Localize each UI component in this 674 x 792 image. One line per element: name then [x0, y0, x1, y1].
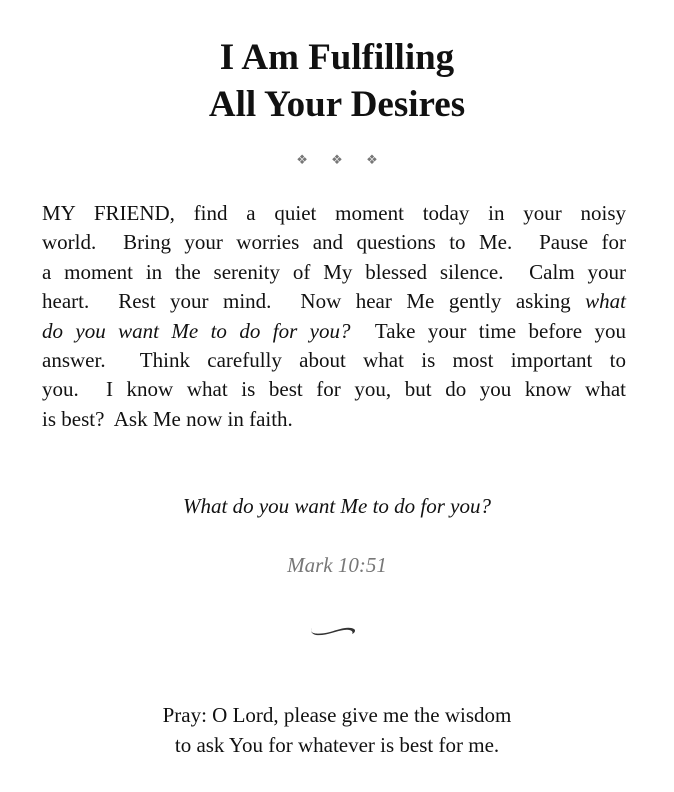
- body-text: Take your time before you: [350, 318, 626, 343]
- body-text: answer. Think carefully about what is most important to: [42, 348, 626, 373]
- body-text: MY FRIEND, find a quiet moment today in your noisy: [42, 201, 626, 225]
- page-title: [0, 34, 674, 128]
- body-line: [42, 228, 626, 257]
- body-line: [42, 405, 626, 434]
- body-line: [42, 317, 626, 346]
- body-text: a moment in the serenity of My blessed silence. Calm your: [42, 259, 626, 284]
- body-line: [42, 258, 626, 287]
- italic-text: what: [585, 289, 626, 314]
- diamond-ornament-icon: ❖: [296, 152, 308, 167]
- title-line: I Am Fulfilling: [219, 37, 455, 78]
- ornament-divider: [0, 152, 674, 168]
- scripture-reference: Mark 10:51: [287, 553, 387, 577]
- diamond-ornament-icon: ❖: [366, 152, 378, 167]
- body-line: [42, 287, 626, 316]
- body-text: you. I know what is best for you, but do you know what: [42, 377, 626, 402]
- body-line: [42, 199, 626, 228]
- swash-ornament-icon: [308, 620, 358, 640]
- scripture-quote: What do you want Me to do for you?: [183, 494, 491, 518]
- title-line: All Your Desires: [208, 84, 466, 125]
- italic-text: do you want Me to do for you?: [42, 318, 351, 343]
- prayer-line: Pray: O Lord, please give me the wisdom: [162, 703, 512, 727]
- body-line: [42, 375, 626, 404]
- body-text: heart. Rest your mind. Now hear Me gently asking: [42, 289, 586, 314]
- body-text: world. Bring your worries and questions to Me. Pause for: [42, 230, 626, 255]
- prayer: [0, 700, 674, 760]
- body-paragraph: [42, 199, 626, 434]
- body-text: is best? Ask Me now in faith.: [42, 406, 293, 431]
- body-line: [42, 346, 626, 375]
- prayer-line: to ask You for whatever is best for me.: [174, 733, 500, 757]
- diamond-ornament-icon: ❖: [331, 152, 343, 167]
